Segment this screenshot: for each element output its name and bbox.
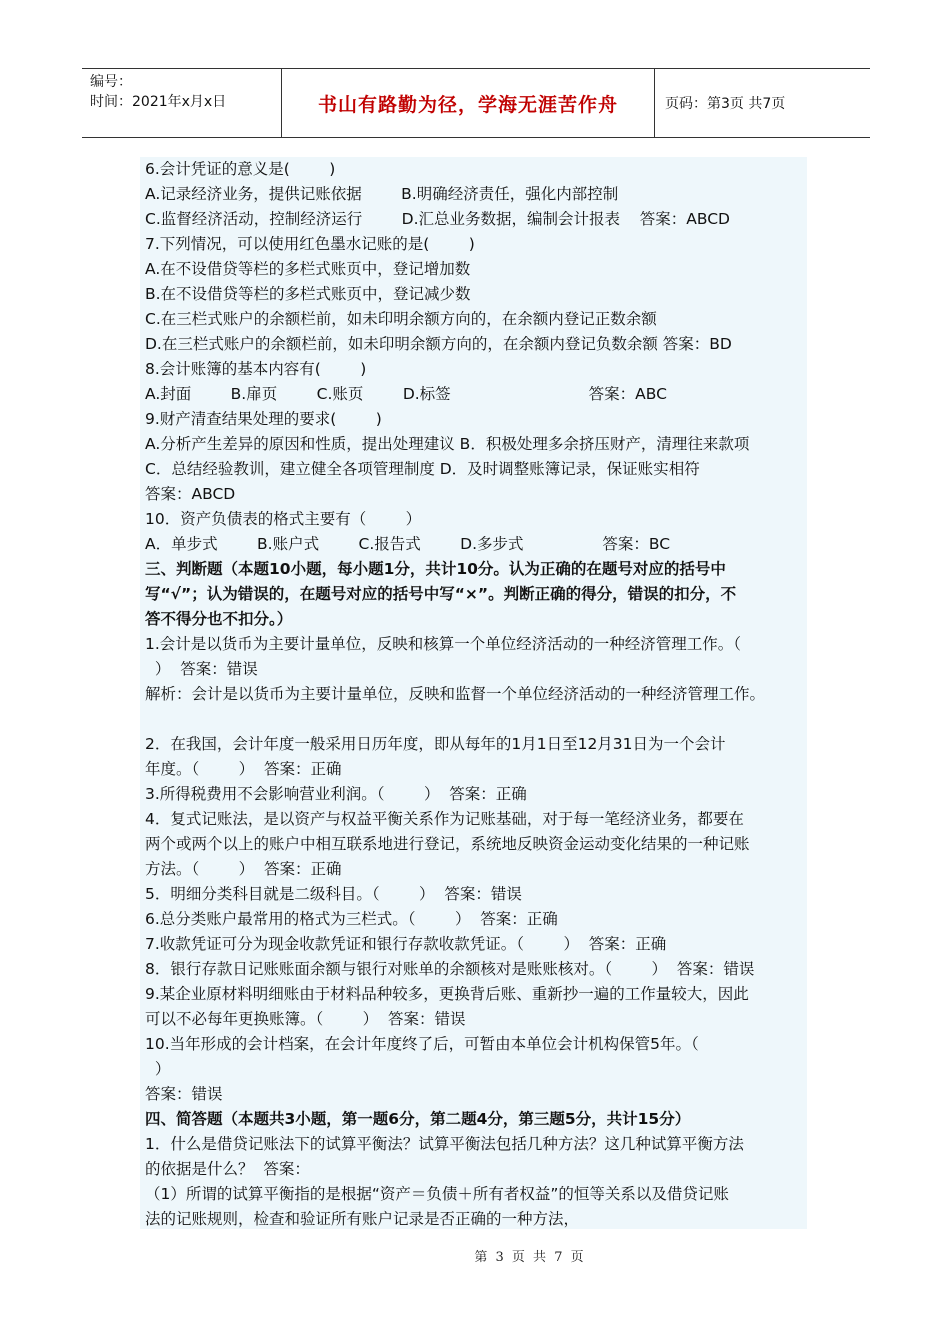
text-line: 可以不必每年更换账簿。（ ） 答案：错误 [145, 1010, 466, 1028]
exam-content [140, 157, 807, 1229]
text-line: 两个或两个以上的账户中相互联系地进行登记，系统地反映资金运动变化结果的一种记账 [145, 835, 750, 853]
text-line: C.在三栏式账户的余额栏前，如未印明余额方向的，在余额内登记正数余额 [145, 310, 657, 328]
header-page-cell [655, 69, 870, 137]
header-meta [82, 69, 282, 137]
text-line: A.分析产生差异的原因和性质，提出处理建议 B．积极处理多余挤压财产，清理往来款项 [145, 435, 750, 453]
text-line: 方法。（ ） 答案：正确 [145, 860, 342, 878]
text-line: C．总结经验教训，建立健全各项管理制度 D．及时调整账簿记录，保证账实相符 [145, 460, 700, 478]
text-line: A．单步式 B.账户式 C.报告式 D.多步式 答案：BC [145, 535, 671, 553]
section-heading: 写“√”；认为错误的，在题号对应的括号中写“×”。判断正确的得分，错误的扣分，不 [145, 585, 737, 603]
text-line: 9.某企业原材料明细账由于材料品种较多，更换背后账、重新抄一遍的工作量较大，因此 [145, 985, 749, 1003]
text-line: A.封面 B.扉页 C.账页 D.标签 答案：ABC [145, 385, 667, 403]
footer-page-number: 第 3 页 共 7 页 [474, 1250, 586, 1265]
text-line: 的依据是什么？ 答案： [145, 1160, 310, 1178]
text-line: 3.所得税费用不会影响营业利润。（ ） 答案：正确 [145, 785, 527, 803]
section-heading: 答不得分也不扣分。） [145, 610, 293, 628]
text-line: C.监督经济活动，控制经济运行 D.汇总业务数据，编制会计报表 答案：ABCD [145, 210, 730, 228]
page-header [82, 68, 870, 138]
text-line: 解析：会计是以货币为主要计量单位，反映和监督一个单位经济活动的一种经济管理工作。 [145, 685, 766, 703]
text-line: 8.会计账簿的基本内容有( ) [145, 360, 367, 378]
page-footer [0, 1246, 950, 1265]
text-line: 7.收款凭证可分为现金收款凭证和银行存款收款凭证。（ ） 答案：正确 [145, 935, 667, 953]
text-line: 10．资产负债表的格式主要有（ ） [145, 510, 422, 528]
text-line: 2．在我国，会计年度一般采用日历年度，即从每年的1月1日至12月31日为一个会计 [145, 735, 726, 753]
text-line: 4．复式记账法，是以资产与权益平衡关系作为记账基础，对于每一笔经济业务，都要在 [145, 810, 744, 828]
text-line: 5．明细分类科目就是二级科目。（ ） 答案：错误 [145, 885, 522, 903]
text-line: A.在不设借贷等栏的多栏式账页中，登记增加数 [145, 260, 471, 278]
header-motto: 书山有路勤为径，学海无涯苦作舟 [317, 93, 618, 116]
text-line: 年度。（ ） 答案：正确 [145, 760, 342, 778]
text-line: B.在不设借贷等栏的多栏式账页中，登记减少数 [145, 285, 471, 303]
text-line: 法的记账规则，检查和验证所有账户记录是否正确的一种方法， [145, 1210, 580, 1228]
text-line: ） [145, 1060, 171, 1078]
section-heading: 四、简答题（本题共3小题，第一题6分，第二题4分，第三题5分，共计15分） [145, 1110, 691, 1128]
text-line: 9.财产清查结果处理的要求( ) [145, 410, 382, 428]
blank-line [145, 707, 807, 732]
text-line: （1）所谓的试算平衡指的是根据“资产＝负债＋所有者权益”的恒等关系以及借贷记账 [145, 1185, 729, 1203]
header-page-number: 页码：第3页 共7页 [665, 96, 786, 112]
text-line: 1.会计是以货币为主要计量单位，反映和核算一个单位经济活动的一种经济管理工作。（ [145, 635, 742, 653]
text-line: 6.总分类账户最常用的格式为三栏式。（ ） 答案：正确 [145, 910, 558, 928]
text-line: 1．什么是借贷记账法下的试算平衡法？试算平衡法包括几种方法？这几种试算平衡方法 [145, 1135, 744, 1153]
document-number-label: 编号： [90, 74, 132, 90]
text-line: 答案：ABCD [145, 485, 236, 503]
text-line: 8．银行存款日记账账面余额与银行对账单的余额核对是账账核对。（ ） 答案：错误 [145, 960, 755, 978]
text-line: ） 答案：错误 [145, 660, 258, 678]
text-line: 答案：错误 [145, 1085, 223, 1103]
text-line: 6.会计凭证的意义是( ) [145, 160, 336, 178]
text-line: D.在三栏式账户的余额栏前，如未印明余额方向的，在余额内登记负数余额 答案：BD [145, 335, 732, 353]
text-line: 7.下列情况，可以使用红色墨水记账的是( ) [145, 235, 475, 253]
text-line: 10.当年形成的会计档案，在会计年度终了后，可暂由本单位会计机构保管5年。（ [145, 1035, 699, 1053]
header-motto-cell [282, 69, 655, 137]
section-heading: 三、判断题（本题10小题，每小题1分，共计10分。认为正确的在题号对应的括号中 [145, 560, 726, 578]
document-date-label: 时间：2021年x月x日 [90, 94, 227, 110]
text-line: A.记录经济业务，提供记账依据 B.明确经济责任，强化内部控制 [145, 185, 619, 203]
